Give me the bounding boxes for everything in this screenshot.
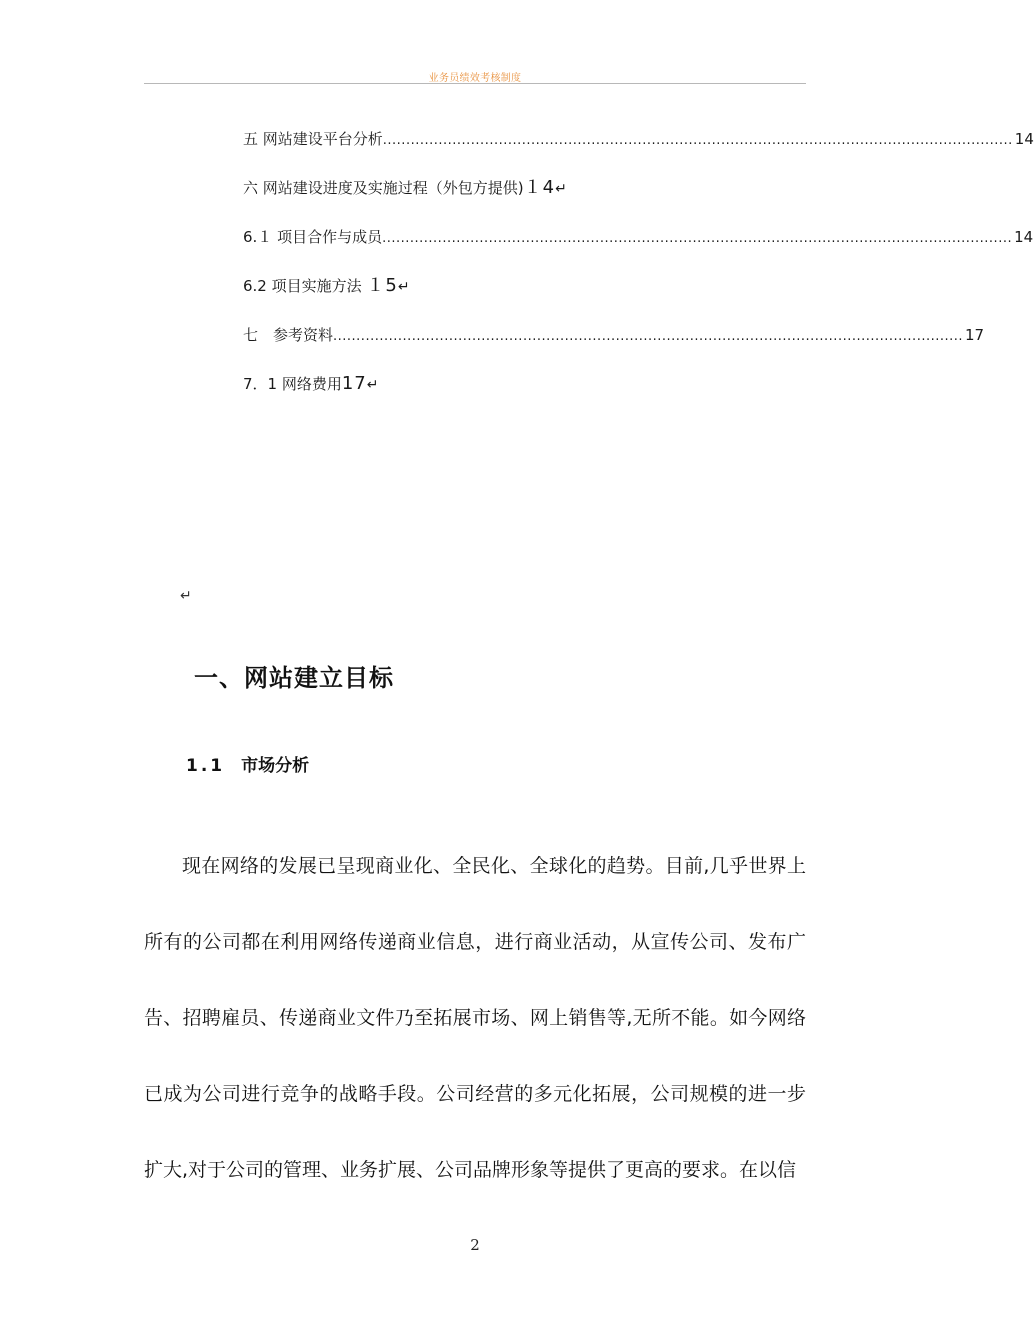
toc-entry-page: 14 (1014, 228, 1034, 246)
toc-dot-leader: ........................................................................................................................................ (382, 133, 1013, 148)
toc-entry[interactable] (243, 128, 1034, 150)
toc-entry[interactable] (243, 177, 806, 199)
toc-entry[interactable] (243, 275, 806, 297)
toc-dot-leader: ........................................................................................................................................ (382, 231, 1013, 246)
header-divider (144, 83, 806, 84)
heading-2 (186, 751, 309, 776)
toc-entry-page: 17 (341, 373, 367, 394)
paragraph-mark-icon: ↵ (366, 377, 379, 393)
toc-entry-page: 14 (1014, 130, 1034, 148)
toc-entry-title: 七 参考资料 (243, 326, 334, 344)
table-of-contents (243, 128, 1034, 422)
toc-entry[interactable] (243, 324, 985, 346)
heading-2-number: 1.1 (186, 756, 226, 776)
paragraph-mark-icon: ↵ (180, 588, 192, 604)
toc-entry-page: 17 (965, 326, 985, 344)
heading-1: 一、网站建立目标 (194, 664, 394, 692)
toc-entry-title: 五 网站建设平台分析 (243, 130, 383, 148)
heading-2-title: 市场分析 (241, 756, 310, 776)
toc-entry-title: 6.１ 项目合作与成员 (243, 228, 383, 246)
body-paragraph: 现在网络的发展已呈现商业化、全民化、全球化的趋势。目前,几乎世界上所有的公司都在利用网络传递商业信息，进行商业活动，从宣传公司、发布广告、招聘雇员、传递商业文件乃至拓展市场、网上销售等,无所不能。如今网络已成为公司进行竞争的战略手段。公司经营的多元化拓展，公司规模的进一步扩大,对于公司的管理、业务扩展、公司品牌形象等提供了更高的要求。在以信 (144, 855, 806, 1181)
page-number: 2 (470, 1236, 480, 1254)
toc-entry-title: 6.2 项目实施方法 (243, 277, 362, 295)
running-header: 业务员绩效考核制度 (428, 73, 522, 84)
paragraph-mark-icon: ↵ (397, 279, 410, 295)
toc-dot-leader: ........................................................................................................................................ (333, 329, 964, 344)
toc-entry[interactable] (243, 373, 806, 395)
toc-entry-page: １4 (523, 177, 556, 198)
paragraph-mark-icon: ↵ (555, 181, 567, 197)
toc-entry[interactable] (243, 226, 1034, 248)
toc-entry-title: 7．1 网络费用 (243, 375, 342, 393)
toc-entry-page: １5 (366, 275, 398, 296)
toc-entry-title: 六 网站建设进度及实施过程（外包方提供) (243, 179, 524, 197)
